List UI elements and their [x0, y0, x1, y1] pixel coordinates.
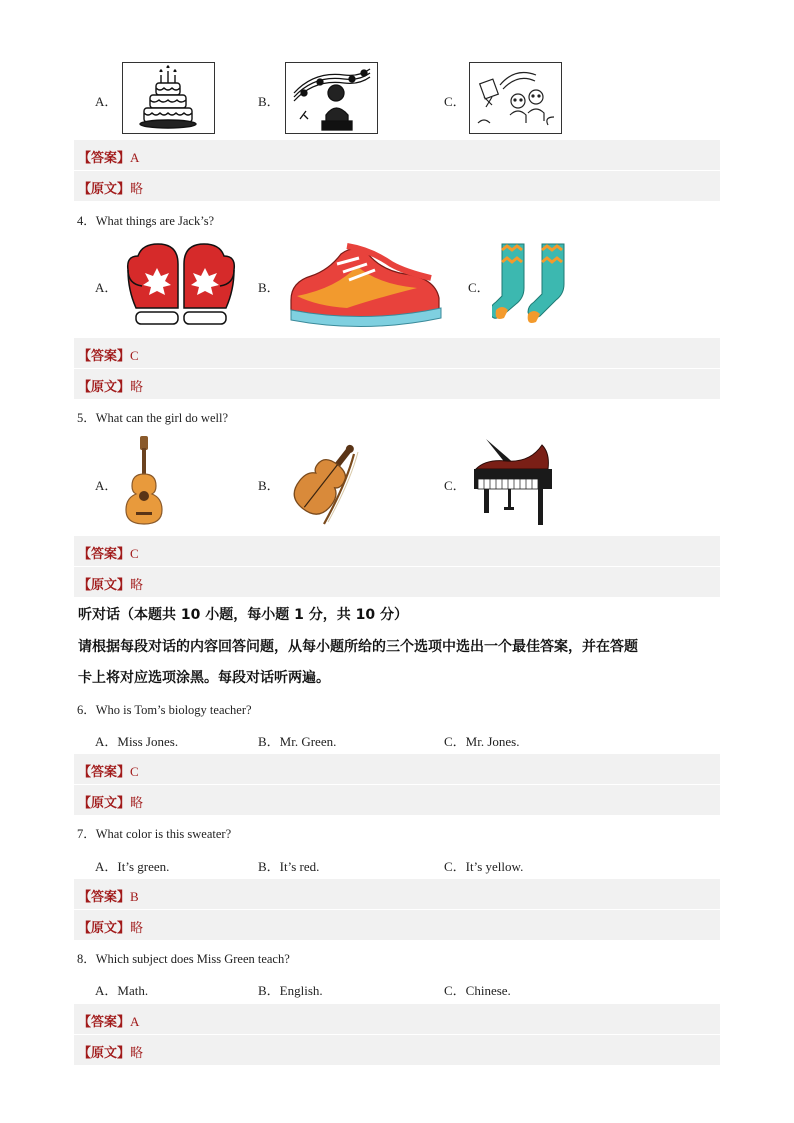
text-value: 略: [130, 1045, 144, 1060]
q5-text-band: [74, 567, 720, 597]
q7-answer-band: [74, 879, 720, 909]
piano-icon: [470, 437, 554, 529]
answer-value: C: [130, 546, 139, 561]
text-value: 略: [130, 920, 144, 935]
answer-value: A: [130, 1014, 140, 1029]
text-value: 略: [130, 795, 144, 810]
birthday-cake-icon: [122, 62, 215, 134]
q7-option-b: B．It’s red.: [258, 859, 320, 874]
answer-value: A: [130, 150, 140, 165]
q7-option-c: C．It’s yellow.: [444, 859, 524, 874]
text-value: 略: [130, 577, 144, 592]
q8-text-band: [74, 1035, 720, 1065]
answer-label: 【答案】: [78, 348, 131, 363]
q5-question: 5．What can the girl do well?: [77, 411, 228, 425]
q5-option-a-label: A．: [95, 478, 118, 493]
answer-label: 【答案】: [78, 150, 131, 165]
text-label: 【原文】: [78, 181, 131, 196]
q6-text-band: [74, 785, 720, 815]
q3-text-band: [74, 171, 720, 201]
q4-question: 4．What things are Jack’s?: [77, 214, 215, 228]
q4-option-a-label: A．: [95, 280, 118, 295]
q4-answer-band: [74, 338, 720, 368]
q6-question: 6．Who is Tom’s biology teacher?: [77, 703, 252, 717]
q4-text-band: [74, 369, 720, 399]
answer-value: C: [130, 764, 139, 779]
text-label: 【原文】: [78, 920, 131, 935]
sneakers-icon: [287, 238, 445, 330]
q8-question: 8．Which subject does Miss Green teach?: [77, 952, 290, 966]
answer-label: 【答案】: [78, 546, 131, 561]
q3-option-a-label: A．: [95, 94, 118, 109]
q7-text-band: [74, 910, 720, 940]
answer-label: 【答案】: [78, 1014, 131, 1029]
q6-option-c: C．Mr. Jones.: [444, 734, 520, 749]
q7-option-a: A．It’s green.: [95, 859, 170, 874]
q8-answer-band: [74, 1004, 720, 1034]
singing-music-icon: [285, 62, 378, 134]
mittens-icon: [122, 240, 240, 328]
q5-answer-band: [74, 536, 720, 566]
section-instruction-line2: 卡上将对应选项涂黑。每段对话听两遍。: [78, 670, 330, 686]
q6-answer-band: [74, 754, 720, 784]
text-label: 【原文】: [78, 379, 131, 394]
q8-option-b: B．English.: [258, 983, 323, 998]
text-value: 略: [130, 181, 144, 196]
q8-option-a: A．Math.: [95, 983, 149, 998]
q4-option-b-label: B．: [258, 280, 280, 295]
guitar-icon: [120, 434, 168, 526]
q4-option-c-label: C．: [468, 280, 490, 295]
text-label: 【原文】: [78, 795, 131, 810]
q3-option-b-label: B．: [258, 94, 280, 109]
q6-option-b: B．Mr. Green.: [258, 734, 337, 749]
answer-value: C: [130, 348, 139, 363]
q5-option-c-label: C．: [444, 478, 466, 493]
children-flowers-icon: [469, 62, 562, 134]
q3-answer-band: [74, 140, 720, 170]
socks-icon: [492, 238, 586, 332]
answer-label: 【答案】: [78, 889, 131, 904]
text-label: 【原文】: [78, 1045, 131, 1060]
answer-value: B: [130, 889, 139, 904]
q5-option-b-label: B．: [258, 478, 280, 493]
violin-icon: [284, 436, 364, 528]
q3-option-c-label: C．: [444, 94, 466, 109]
text-value: 略: [130, 379, 144, 394]
section-instruction-line1: 请根据每段对话的内容回答问题，从每小题所给的三个选项中选出一个最佳答案，并在答题: [78, 639, 638, 655]
q6-option-a: A．Miss Jones.: [95, 734, 179, 749]
text-label: 【原文】: [78, 577, 131, 592]
q7-question: 7．What color is this sweater?: [77, 827, 232, 841]
q8-option-c: C．Chinese.: [444, 983, 511, 998]
answer-label: 【答案】: [78, 764, 131, 779]
section-title: 听对话（本题共 10 小题，每小题 1 分，共 10 分）: [78, 607, 408, 623]
